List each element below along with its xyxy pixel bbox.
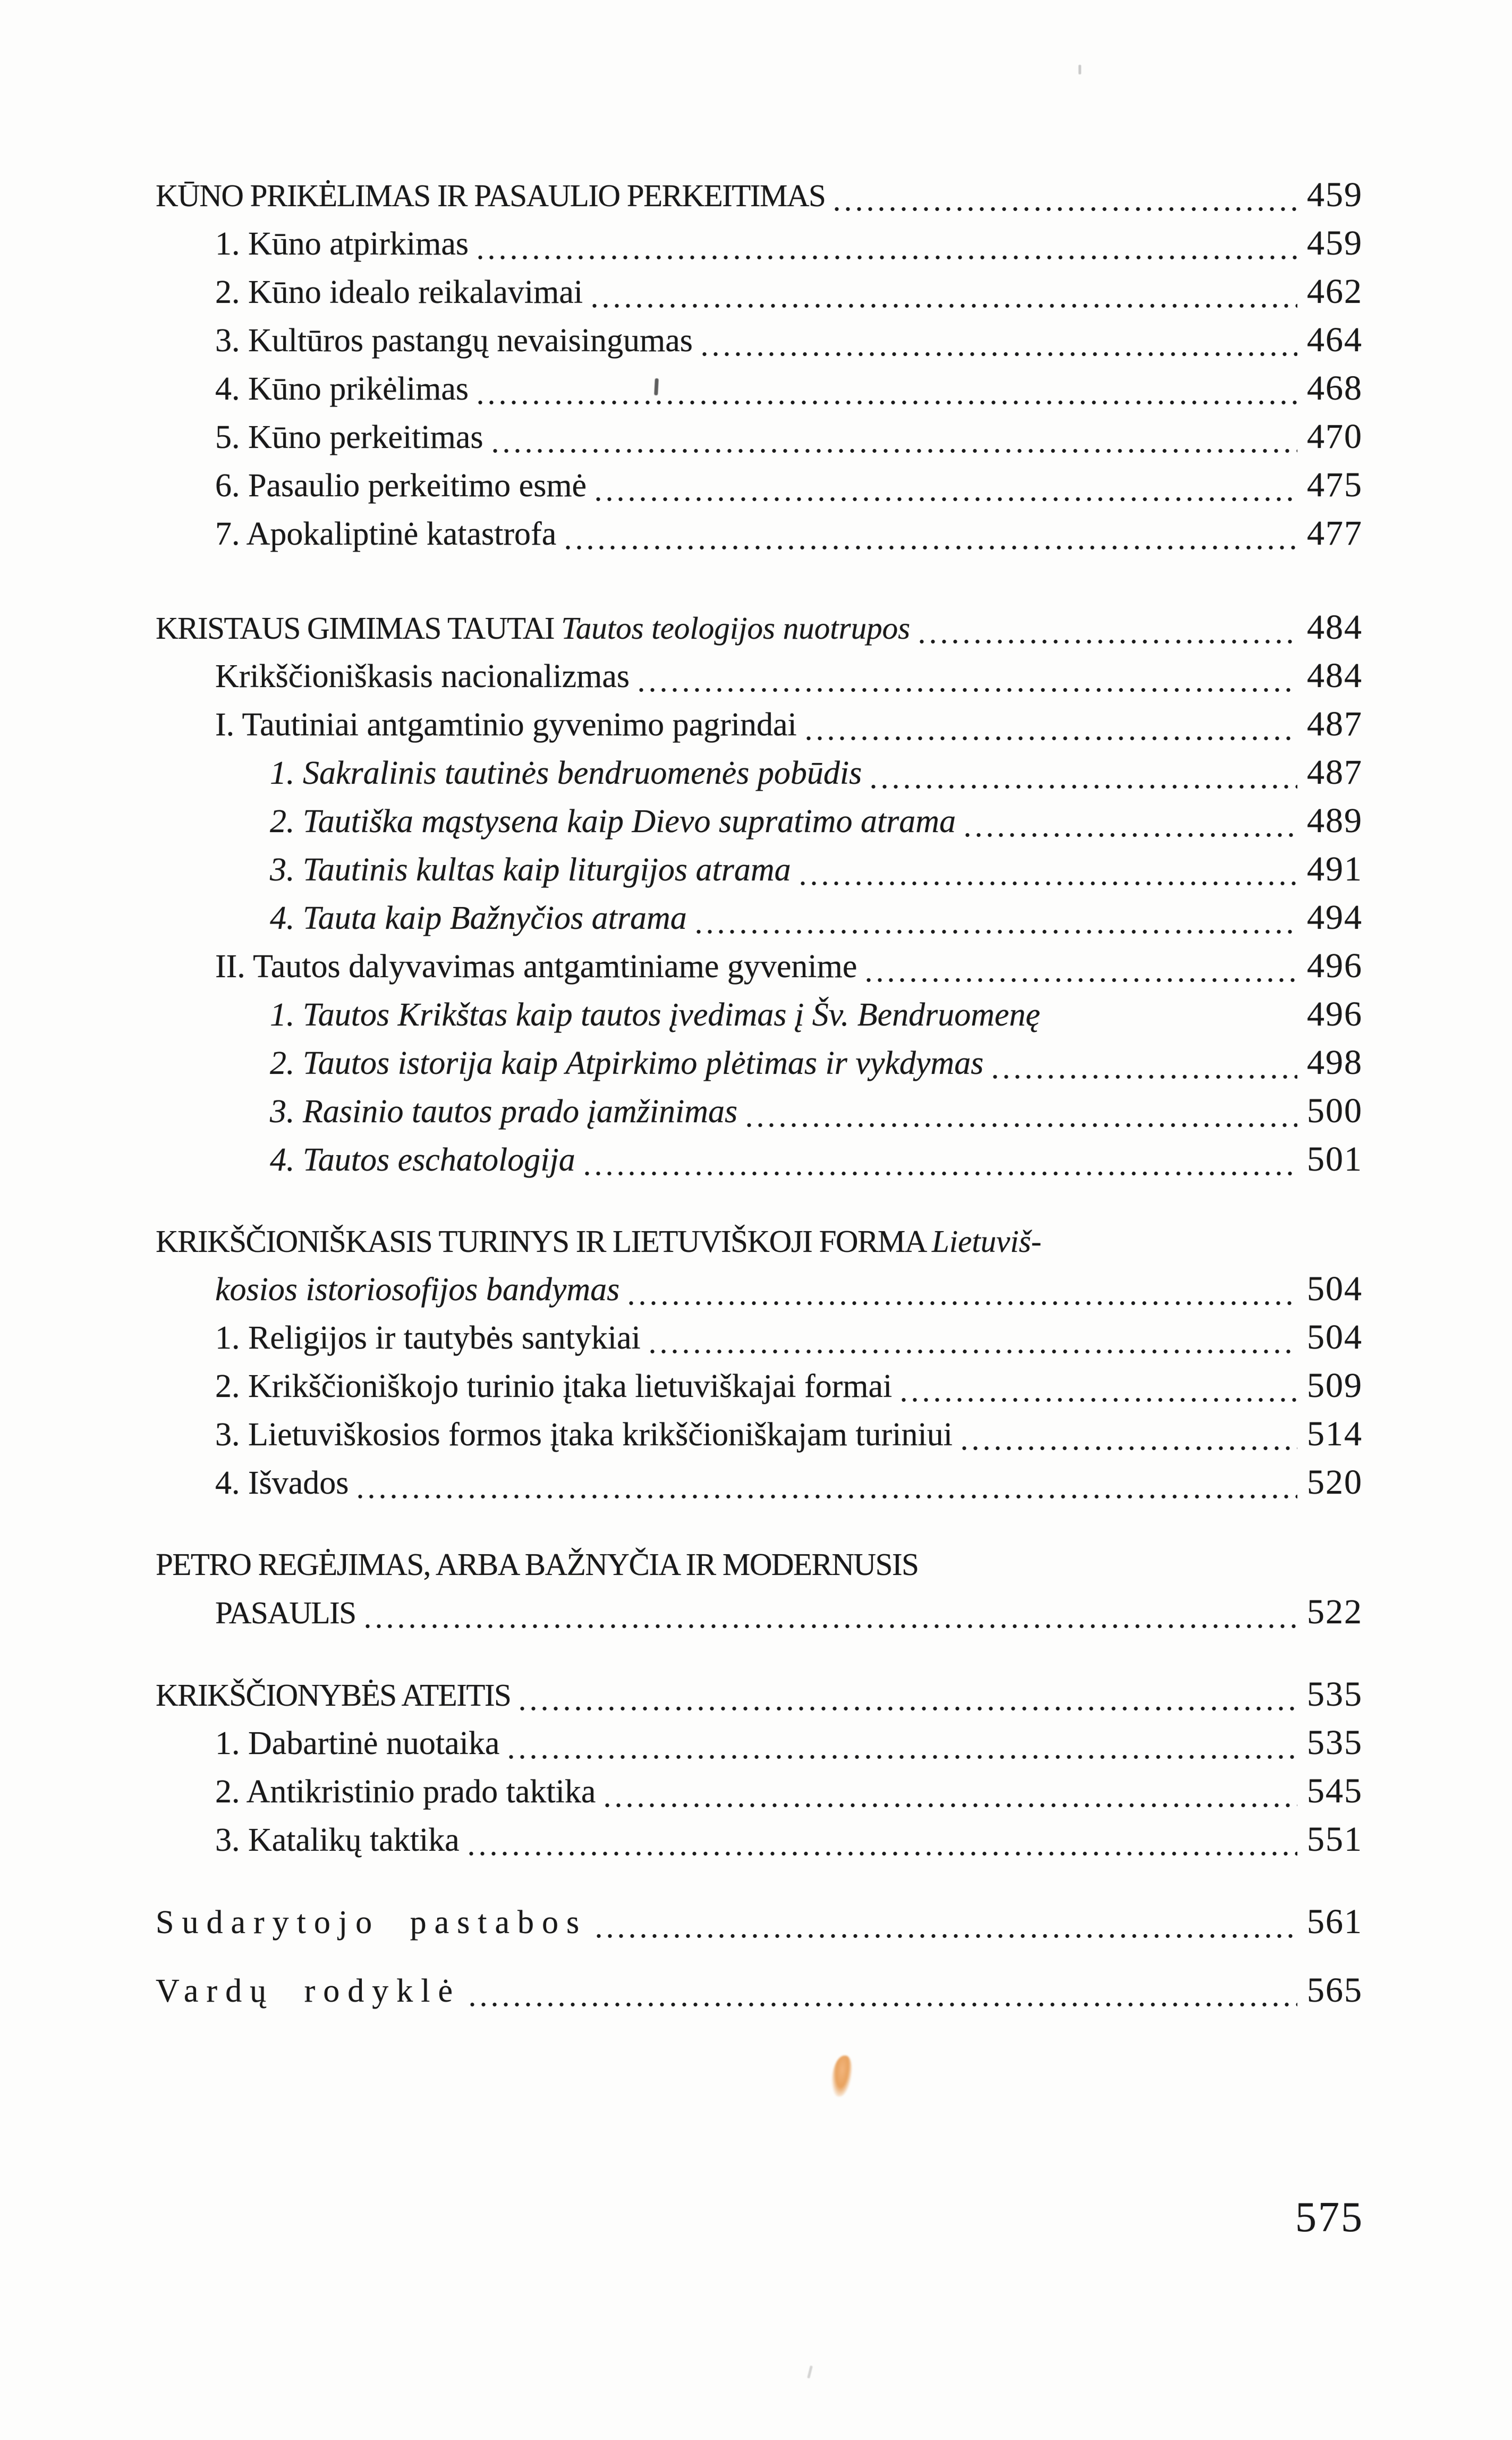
- page-number-footer: 575: [1295, 2194, 1364, 2241]
- toc-entry-text: KŪNO PRIKĖLIMAS IR PASAULIO PERKEITIMAS: [156, 178, 826, 213]
- toc-entry-text: 3. Rasinio tautos prado įamžinimas: [270, 1094, 738, 1130]
- toc-entry-label: [215, 1817, 460, 1864]
- toc-entry-text: 1. Religijos ir tautybės santykiai: [215, 1320, 641, 1356]
- toc-entry-label: [270, 750, 862, 797]
- toc-entry-label: [270, 1137, 575, 1184]
- toc-page-number: 520: [1307, 1463, 1363, 1502]
- toc-entry-label: [156, 1218, 1041, 1265]
- toc-row: [156, 845, 1363, 894]
- toc-row: [156, 1265, 1363, 1314]
- toc-page-number: 475: [1307, 465, 1363, 504]
- toc-entry-text: 4. Išvados: [215, 1465, 349, 1501]
- toc-page-number: 468: [1307, 369, 1363, 408]
- toc-page-number: 496: [1307, 946, 1363, 985]
- toc-page-number: 522: [1307, 1592, 1363, 1631]
- toc-entry-text: 3. Tautinis kultas kaip liturgijos atrama: [270, 852, 791, 888]
- toc-page-number: 494: [1307, 898, 1363, 937]
- toc-entry-text: kosios istoriosofijos bandymas: [215, 1272, 620, 1308]
- toc-entry-label: [215, 1589, 356, 1637]
- toc-row: [156, 1898, 1363, 1946]
- dot-leader: [509, 1755, 1297, 1759]
- toc-page-number: 489: [1307, 801, 1363, 840]
- toc-row: [156, 1719, 1363, 1767]
- toc-entry-text: Vardų rodyklė: [156, 1973, 461, 2009]
- dot-leader: [867, 978, 1297, 982]
- toc-page-number: 487: [1307, 753, 1363, 792]
- toc-row: [156, 268, 1363, 316]
- toc-entry-label: [215, 1363, 892, 1410]
- toc-entry-text: 3. Kultūros pastangų nevaisingumas: [215, 323, 693, 359]
- toc-page-number: 462: [1307, 272, 1363, 311]
- toc-page-number: 496: [1307, 995, 1363, 1033]
- toc-row: [156, 1767, 1363, 1816]
- toc-entry-text: 1. Tautos Krikštas kaip tautos įvedimas į Šv. Bendruomenę: [270, 997, 1041, 1033]
- toc-row: [156, 749, 1363, 797]
- dot-leader: [1051, 1252, 1353, 1257]
- dot-leader: [592, 303, 1297, 308]
- toc-page-number: 561: [1307, 1902, 1363, 1941]
- toc-row: [156, 171, 1363, 219]
- dot-leader: [605, 1803, 1297, 1808]
- dot-leader: [801, 881, 1297, 886]
- toc-entry-label: [270, 798, 956, 845]
- toc-entry-label: [215, 943, 857, 990]
- toc-row: [156, 1218, 1363, 1265]
- toc-page-number: 565: [1307, 1971, 1363, 2010]
- toc-row: [156, 1967, 1363, 2015]
- toc-row: [156, 316, 1363, 365]
- toc-entry-text: 7. Apokaliptinė katastrofa: [215, 516, 557, 552]
- toc-row: [156, 413, 1363, 461]
- toc-row: [156, 797, 1363, 845]
- toc-entry-text: 2. Antikristinio prado taktika: [215, 1774, 596, 1810]
- toc-entry-text: 2. Tautos istorija kaip Atpirkimo plėtimas ir vykdymas: [270, 1045, 984, 1081]
- toc-page-number: 491: [1307, 850, 1363, 888]
- toc-page-number: 501: [1307, 1140, 1363, 1179]
- toc-row: [156, 510, 1363, 558]
- toc-entry-text: PETRO REGĖJIMAS, ARBA BAŽNYČIA IR MODERNUSIS: [156, 1547, 919, 1582]
- toc-entry-text: Lietuviš-: [931, 1224, 1042, 1259]
- dot-leader: [1050, 1026, 1297, 1031]
- toc-row: [156, 1039, 1363, 1087]
- toc-row: [156, 1087, 1363, 1136]
- toc-page-number: 504: [1307, 1269, 1363, 1308]
- toc-row: [156, 604, 1363, 652]
- toc-entry-text: 4. Kūno prikėlimas: [215, 371, 469, 407]
- dot-leader: [902, 1397, 1297, 1402]
- toc-entry-label: [215, 1720, 499, 1767]
- toc-entry-text: I. Tautiniai antgamtinio gyvenimo pagrindai: [215, 707, 797, 743]
- toc-entry-text: 1. Sakralinis tautinės bendruomenės pobūdis: [270, 755, 862, 791]
- toc-entry-label: [215, 366, 469, 413]
- toc-entry-label: [215, 317, 693, 365]
- dot-leader: [358, 1494, 1297, 1499]
- toc-entry-label: [215, 1768, 596, 1816]
- dot-leader: [835, 207, 1297, 211]
- toc-entry-text: 1. Kūno atpirkimas: [215, 226, 469, 262]
- toc-page-number: 487: [1307, 705, 1363, 743]
- dot-leader: [928, 1575, 1353, 1580]
- dot-leader: [596, 497, 1297, 502]
- toc-row: [156, 219, 1363, 268]
- dot-leader: [366, 1624, 1297, 1629]
- toc-entry-label: [270, 846, 791, 894]
- toc-row: [156, 700, 1363, 749]
- toc-entry-label: [215, 1266, 619, 1314]
- dot-leader: [696, 929, 1297, 934]
- dot-leader: [993, 1074, 1297, 1079]
- toc-row: [156, 1588, 1363, 1637]
- toc-row: [156, 942, 1363, 990]
- dot-leader: [639, 688, 1297, 692]
- toc-entry-label: [156, 1672, 511, 1719]
- toc-page-number: 535: [1307, 1675, 1363, 1714]
- toc-page-number: 551: [1307, 1820, 1363, 1859]
- toc-entry-label: [270, 1040, 983, 1087]
- toc-row: [156, 1314, 1363, 1362]
- toc-page-number: 535: [1307, 1723, 1363, 1762]
- toc-row: [156, 652, 1363, 700]
- scan-smudge-orange: [830, 2054, 853, 2097]
- toc-page-number: 484: [1307, 656, 1363, 695]
- dot-leader: [650, 1349, 1297, 1354]
- toc-entry-text: 2. Krikščioniškojo turinio įtaka lietuviškajai formai: [215, 1368, 893, 1404]
- toc-row: [156, 1541, 1363, 1588]
- toc-entry-text: 5. Kūno perkeitimas: [215, 419, 483, 455]
- toc-entry-label: [215, 653, 630, 700]
- toc-row: [156, 1459, 1363, 1507]
- dot-leader: [470, 2002, 1297, 2007]
- toc-row: [156, 990, 1363, 1039]
- dot-leader: [747, 1123, 1297, 1128]
- toc-page-number: 545: [1307, 1772, 1363, 1810]
- toc-row: [156, 461, 1363, 510]
- toc-row: [156, 1671, 1363, 1719]
- toc-entry-text: KRIKŠČIONIŠKASIS TURINYS IR LIETUVIŠKOJI FORMA: [156, 1224, 932, 1259]
- toc-entry-label: [270, 992, 1040, 1039]
- dot-leader: [920, 639, 1297, 644]
- toc-entry-text: KRIKŠČIONYBĖS ATEITIS: [156, 1678, 511, 1713]
- scan-speck-bottom: [807, 2366, 813, 2378]
- toc-entry-label: [156, 1541, 918, 1588]
- toc-entry-label: [215, 1411, 953, 1459]
- toc-page-number: 477: [1307, 514, 1363, 553]
- toc-entry-label: [215, 701, 797, 749]
- toc-entry-text: 2. Tautiška mąstysena kaip Dievo supratimo atrama: [270, 803, 956, 840]
- toc-row: [156, 365, 1363, 413]
- toc-entry-text: 6. Pasaulio perkeitimo esmė: [215, 468, 587, 504]
- toc-page-number: 509: [1307, 1366, 1363, 1405]
- dot-leader: [469, 1851, 1297, 1856]
- toc-entry-text: 2. Kūno idealo reikalavimai: [215, 274, 583, 310]
- table-of-contents: [156, 171, 1363, 2015]
- dot-leader: [702, 352, 1297, 357]
- dot-leader: [962, 1446, 1297, 1451]
- toc-entry-label: [270, 895, 687, 942]
- dot-leader: [520, 1706, 1297, 1711]
- toc-entry-text: 1. Dabartinė nuotaika: [215, 1725, 500, 1761]
- toc-entry-text: 4. Tauta kaip Bažnyčios atrama: [270, 900, 687, 936]
- toc-entry-label: [215, 221, 469, 268]
- toc-page-number: 459: [1307, 224, 1363, 262]
- toc-entry-text: Tautos teologijos nuotrupos: [561, 611, 911, 646]
- toc-row: [156, 1362, 1363, 1410]
- toc-entry-label: [215, 462, 587, 510]
- toc-entry-text: 3. Lietuviškosios formos įtaka krikščioniškajam turiniui: [215, 1417, 953, 1453]
- dot-leader: [566, 545, 1297, 550]
- dot-leader: [871, 784, 1297, 789]
- toc-entry-text: Krikščioniškasis nacionalizmas: [215, 658, 630, 694]
- toc-entry-label: [156, 172, 825, 219]
- scan-speck-top: [1078, 65, 1081, 74]
- dot-leader: [806, 736, 1297, 741]
- dot-leader: [493, 448, 1297, 453]
- toc-page-number: 459: [1307, 175, 1363, 214]
- dot-leader: [478, 255, 1297, 260]
- toc-entry-label: [215, 1460, 349, 1507]
- toc-entry-text: KRISTAUS GIMIMAS TAUTAI: [156, 611, 562, 646]
- dot-leader: [965, 833, 1297, 837]
- dot-leader: [478, 400, 1297, 405]
- dot-leader: [597, 1934, 1297, 1938]
- toc-entry-label: [215, 511, 556, 558]
- dot-leader: [585, 1171, 1297, 1176]
- toc-page-number: 498: [1307, 1043, 1363, 1082]
- toc-entry-label: [156, 605, 910, 652]
- toc-page-number: 464: [1307, 320, 1363, 359]
- toc-entry-text: 4. Tautos eschatologija: [270, 1142, 575, 1178]
- toc-row: [156, 894, 1363, 942]
- toc-entry-label: [215, 269, 583, 316]
- toc-entry-label: [270, 1088, 737, 1136]
- toc-page-number: 504: [1307, 1318, 1363, 1357]
- dot-leader: [629, 1301, 1297, 1306]
- toc-page-number: 470: [1307, 417, 1363, 456]
- toc-row: [156, 1816, 1363, 1864]
- toc-row: [156, 1410, 1363, 1459]
- toc-entry-text: 3. Katalikų taktika: [215, 1822, 460, 1858]
- toc-entry-label: [215, 414, 483, 461]
- toc-entry-label: [156, 1899, 587, 1946]
- toc-entry-text: PASAULIS: [215, 1595, 356, 1630]
- toc-row: [156, 1136, 1363, 1184]
- toc-entry-label: [156, 1968, 461, 2015]
- toc-page-number: 484: [1307, 608, 1363, 647]
- toc-entry-text: II. Tautos dalyvavimas antgamtiniame gyvenime: [215, 948, 857, 985]
- toc-page-number: 514: [1307, 1414, 1363, 1453]
- toc-page-number: 500: [1307, 1091, 1363, 1130]
- toc-entry-label: [215, 1315, 641, 1362]
- toc-entry-text: Sudarytojo pastabos: [156, 1904, 588, 1941]
